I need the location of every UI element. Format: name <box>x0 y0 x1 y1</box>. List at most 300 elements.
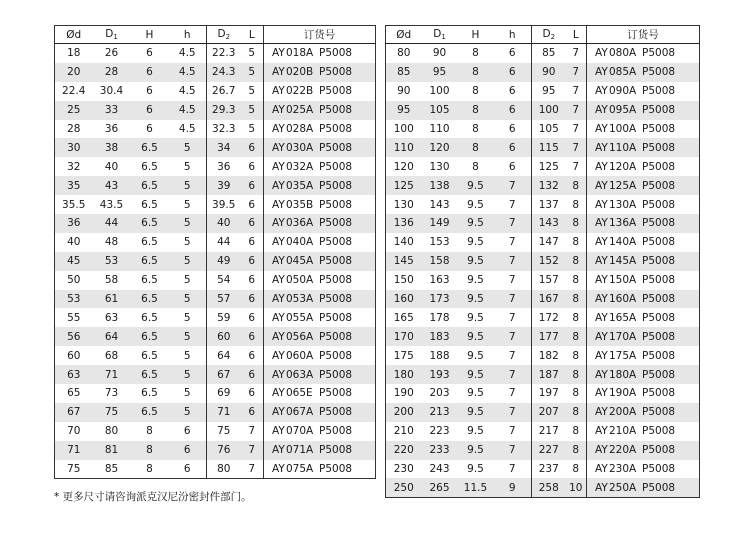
cell-h-upper: 8 <box>131 441 169 460</box>
table-row <box>55 271 376 290</box>
order-number-part: 170A <box>609 330 637 343</box>
cell-d2: 76 <box>207 441 241 460</box>
cell-order-number <box>264 384 376 403</box>
cell-d2: 80 <box>217 463 231 476</box>
cell-od: 120 <box>393 160 414 173</box>
cell-d1: 58 <box>104 274 119 287</box>
order-number-part: 160A <box>609 293 637 306</box>
order-number-part: P5008 <box>642 141 676 154</box>
cell-order-number <box>264 138 376 157</box>
cell-d1: 193 <box>422 365 458 384</box>
table-row <box>386 195 700 214</box>
cell-h-lower: 6 <box>169 422 207 441</box>
cell-order-number <box>264 101 376 120</box>
order-number-part: 250A <box>609 481 637 494</box>
order-number-part: 035A <box>286 179 314 192</box>
order-number-part: AY <box>595 47 608 60</box>
cell-h-upper: 11.5 <box>458 478 494 497</box>
cell-h-lower: 5 <box>169 176 207 195</box>
cell-order-number <box>264 233 376 252</box>
cell-h-upper: 9.5 <box>467 387 484 400</box>
cell-h-upper: 6 <box>146 85 153 98</box>
cell-h-lower: 6 <box>494 63 532 82</box>
cell-order-number <box>264 82 376 101</box>
cell-h-upper: 6.5 <box>131 214 169 233</box>
cell-h-lower: 6 <box>169 460 207 479</box>
order-number-part: 035B <box>286 198 314 211</box>
order-number-part: P5008 <box>319 293 353 306</box>
cell-od: 110 <box>386 138 422 157</box>
cell-d2: 36 <box>217 160 231 173</box>
cell-h-lower: 6 <box>494 157 532 176</box>
order-number-part: 067A <box>286 406 314 419</box>
order-number-part: 200A <box>609 406 637 419</box>
cell-h-upper: 6 <box>131 63 169 82</box>
cell-order-number <box>587 44 700 63</box>
order-number-part: P5008 <box>319 217 353 230</box>
cell-od: 165 <box>393 311 414 324</box>
order-number-part: AY <box>595 66 608 79</box>
cell-h-upper: 9.5 <box>458 214 494 233</box>
cell-d1: 90 <box>432 47 447 60</box>
header-od: Ød <box>386 26 422 44</box>
table-header-row <box>55 26 376 44</box>
cell-d2: 237 <box>538 463 559 476</box>
cell-order-number <box>587 176 700 195</box>
cell-order-number <box>587 214 700 233</box>
cell-od: 175 <box>393 349 414 362</box>
order-number-part: 120A <box>609 160 637 173</box>
order-number-part: P5008 <box>319 47 353 60</box>
cell-h-upper: 6.5 <box>141 236 158 249</box>
cell-l: 6 <box>241 308 264 327</box>
header-l: L <box>241 26 264 44</box>
cell-h-lower: 5 <box>169 346 207 365</box>
order-number-part: P5008 <box>319 349 353 362</box>
cell-l: 6 <box>241 271 264 290</box>
order-number-part: P5008 <box>319 463 353 476</box>
order-number-part: AY <box>595 425 608 438</box>
cell-l: 8 <box>566 290 587 309</box>
cell-d2: 32.3 <box>212 123 236 135</box>
cell-l: 7 <box>241 460 264 479</box>
order-number-part: AY <box>595 311 608 324</box>
cell-d2: 29.3 <box>207 101 241 120</box>
cell-d2: 157 <box>538 274 559 287</box>
cell-d2: 187 <box>532 365 566 384</box>
cell-d1: 64 <box>93 327 131 346</box>
cell-od: 35 <box>55 176 93 195</box>
table-row <box>386 101 700 120</box>
cell-l: 6 <box>241 384 264 403</box>
cell-d1: 30.4 <box>99 85 124 98</box>
cell-order-number <box>264 308 376 327</box>
table-row <box>55 82 376 101</box>
cell-d1: 80 <box>104 425 119 438</box>
cell-od: 45 <box>55 252 93 271</box>
cell-order-number <box>587 138 700 157</box>
cell-d1: 75 <box>93 403 131 422</box>
cell-l: 8 <box>566 384 587 403</box>
cell-h-upper: 6.5 <box>131 327 169 346</box>
cell-h-upper: 6.5 <box>141 311 158 324</box>
cell-d1: 130 <box>429 160 450 173</box>
cell-l: 8 <box>566 422 587 441</box>
cell-order-number <box>264 157 376 176</box>
cell-h-lower: 5 <box>169 252 207 271</box>
cell-d2: 67 <box>207 365 241 384</box>
order-number-part: P5008 <box>319 444 353 457</box>
cell-d1: 178 <box>429 311 450 324</box>
cell-h-upper: 9.5 <box>467 463 484 476</box>
table-row <box>55 157 376 176</box>
cell-h-lower: 7 <box>494 460 532 479</box>
cell-l: 5 <box>241 101 264 120</box>
table-row <box>55 63 376 82</box>
table-header-row <box>386 26 700 44</box>
order-number-part: AY <box>595 236 608 249</box>
cell-od: 56 <box>55 327 93 346</box>
cell-d2: 182 <box>538 349 559 362</box>
order-number-part: AY <box>595 274 608 287</box>
order-number-part: 110A <box>609 141 637 154</box>
header-h-upper: H <box>131 26 169 44</box>
cell-d2: 172 <box>538 311 559 324</box>
cell-l: 8 <box>566 195 587 214</box>
cell-order-number <box>587 422 700 441</box>
header-d2: $D_2$ <box>532 26 566 44</box>
header-order-number: 订货号 <box>264 26 376 44</box>
cell-order-number <box>587 63 700 82</box>
cell-order-number <box>587 157 700 176</box>
cell-order-number <box>587 271 700 290</box>
cell-order-number <box>264 252 376 271</box>
order-number-part: AY <box>272 236 285 249</box>
cell-order-number <box>264 460 376 479</box>
order-number-part: AY <box>272 47 285 60</box>
cell-h-upper: 6.5 <box>141 349 158 362</box>
order-number-part: AY <box>272 406 285 419</box>
cell-l: 8 <box>566 214 587 233</box>
cell-order-number <box>264 441 376 460</box>
order-number-part: P5008 <box>642 406 676 419</box>
table-row <box>55 403 376 422</box>
cell-d1: 68 <box>104 349 119 362</box>
order-number-part: 060A <box>286 349 314 362</box>
cell-l: 6 <box>241 214 264 233</box>
cell-h-lower: 6 <box>494 138 532 157</box>
cell-l: 6 <box>241 403 264 422</box>
order-number-part: P5008 <box>319 387 353 400</box>
cell-l: 8 <box>566 327 587 346</box>
cell-od: 130 <box>393 198 414 211</box>
table-row <box>386 138 700 157</box>
cell-h-lower: 7 <box>494 176 532 195</box>
order-number-part: P5008 <box>319 179 353 192</box>
cell-od: 180 <box>386 365 422 384</box>
cell-h-upper: 6.5 <box>131 290 169 309</box>
table-row <box>386 403 700 422</box>
cell-h-lower: 7 <box>494 252 532 271</box>
order-number-part: AY <box>272 349 285 362</box>
order-number-part: 140A <box>609 236 637 249</box>
cell-l: 7 <box>241 422 264 441</box>
cell-d2: 49 <box>207 252 241 271</box>
order-number-part: 220A <box>609 444 637 457</box>
order-number-part: AY <box>272 104 285 117</box>
table-row <box>386 460 700 479</box>
table-row <box>55 327 376 346</box>
cell-h-upper: 6.5 <box>141 274 158 287</box>
order-number-part: AY <box>595 123 608 135</box>
table-row <box>55 138 376 157</box>
order-number-part: AY <box>272 66 285 79</box>
cell-h-upper: 8 <box>472 160 479 173</box>
cell-l: 5 <box>241 63 264 82</box>
cell-h-upper: 6 <box>131 101 169 120</box>
cell-l: 7 <box>566 44 587 63</box>
cell-od: 18 <box>67 47 81 60</box>
cell-od: 140 <box>393 236 414 249</box>
cell-order-number <box>587 82 700 101</box>
cell-d1: 44 <box>93 214 131 233</box>
cell-l: 6 <box>241 365 264 384</box>
cell-h-upper: 9.5 <box>467 198 484 211</box>
cell-d2: 59 <box>217 311 231 324</box>
table-row <box>386 365 700 384</box>
cell-d2: 39.5 <box>212 198 236 211</box>
order-number-part: AY <box>595 330 608 343</box>
cell-od: 95 <box>386 101 422 120</box>
table-body-left <box>55 44 376 479</box>
cell-h-lower: 7 <box>494 441 532 460</box>
cell-od: 80 <box>397 47 411 60</box>
order-number-part: 230A <box>609 463 637 476</box>
cell-l: 6 <box>241 346 264 365</box>
cell-od: 100 <box>393 123 414 135</box>
cell-order-number <box>264 120 376 139</box>
order-number-part: AY <box>595 160 608 173</box>
table-row <box>386 157 700 176</box>
cell-d1: 73 <box>104 387 119 400</box>
cell-l: 5 <box>241 82 264 101</box>
table-row <box>55 120 376 139</box>
cell-od: 210 <box>393 425 414 438</box>
cell-d2: 57 <box>207 290 241 309</box>
cell-h-lower: 6 <box>494 44 532 63</box>
order-number-part: 018A <box>286 47 314 60</box>
order-number-part: AY <box>272 463 285 476</box>
cell-d1: 81 <box>93 441 131 460</box>
cell-order-number <box>264 214 376 233</box>
order-number-part: P5008 <box>642 330 676 343</box>
cell-d1: 110 <box>429 123 450 135</box>
cell-d2: 75 <box>217 425 231 438</box>
table-row <box>55 346 376 365</box>
table-row <box>386 327 700 346</box>
order-number-part: AY <box>272 179 285 192</box>
order-number-part: 080A <box>609 47 637 60</box>
cell-h-lower: 5 <box>169 157 207 176</box>
order-number-part: 045A <box>286 255 314 268</box>
order-number-part: P5008 <box>642 387 676 400</box>
order-number-part: P5008 <box>642 160 676 173</box>
cell-d1: 36 <box>104 123 119 135</box>
cell-d2: 69 <box>217 387 231 400</box>
cell-od: 65 <box>67 387 81 400</box>
cell-l: 8 <box>566 271 587 290</box>
order-number-part: P5008 <box>642 444 676 457</box>
order-number-part: 030A <box>286 141 314 154</box>
cell-h-upper: 6 <box>146 47 153 60</box>
order-number-part: P5008 <box>319 104 353 117</box>
cell-d1: 40 <box>104 160 119 173</box>
header-l: L <box>566 26 587 44</box>
size-table-left <box>54 25 376 479</box>
order-number-part: 028A <box>286 123 314 135</box>
cell-order-number <box>587 327 700 346</box>
order-number-part: AY <box>595 255 608 268</box>
cell-h-upper: 6.5 <box>131 176 169 195</box>
cell-h-lower: 7 <box>494 403 532 422</box>
cell-d1: 158 <box>422 252 458 271</box>
order-number-part: P5008 <box>642 463 676 476</box>
cell-order-number <box>264 195 376 214</box>
table-row <box>386 384 700 403</box>
cell-l: 7 <box>566 138 587 157</box>
cell-h-upper: 9.5 <box>458 176 494 195</box>
cell-l: 8 <box>566 441 587 460</box>
cell-h-upper: 6.5 <box>131 252 169 271</box>
table-row <box>55 460 376 479</box>
table-row <box>386 214 700 233</box>
table-row <box>55 214 376 233</box>
order-number-part: 032A <box>286 160 314 173</box>
order-number-part: AY <box>595 141 608 154</box>
cell-h-upper: 9.5 <box>467 349 484 362</box>
order-number-part: AY <box>272 368 285 381</box>
cell-h-lower: 5 <box>169 233 207 252</box>
cell-d1: 33 <box>93 101 131 120</box>
cell-d2: 207 <box>532 403 566 422</box>
order-number-part: 136A <box>609 217 637 230</box>
cell-h-lower: 5 <box>169 138 207 157</box>
order-number-part: 085A <box>609 66 637 79</box>
order-number-part: 125A <box>609 179 637 192</box>
cell-od: 220 <box>386 441 422 460</box>
cell-d1: 61 <box>93 290 131 309</box>
order-number-part: AY <box>595 387 608 400</box>
cell-h-lower: 4.5 <box>169 120 207 139</box>
cell-od: 250 <box>386 478 422 497</box>
order-number-part: P5008 <box>642 368 676 381</box>
cell-d2: 95 <box>542 85 556 98</box>
order-number-part: AY <box>595 293 608 306</box>
cell-l: 8 <box>566 233 587 252</box>
cell-d2: 152 <box>532 252 566 271</box>
order-number-part: 070A <box>286 425 314 438</box>
cell-l: 6 <box>241 290 264 309</box>
order-number-part: P5008 <box>642 66 676 79</box>
cell-h-lower: 9 <box>494 478 532 497</box>
order-number-part: P5008 <box>642 47 676 60</box>
cell-order-number <box>264 346 376 365</box>
cell-h-lower: 4.5 <box>169 44 207 63</box>
order-number-part: AY <box>272 293 285 306</box>
cell-d2: 115 <box>532 138 566 157</box>
cell-order-number <box>264 176 376 195</box>
order-number-part: 175A <box>609 349 637 362</box>
order-number-part: 095A <box>609 104 637 117</box>
cell-h-upper: 8 <box>472 123 479 135</box>
cell-l: 8 <box>566 308 587 327</box>
cell-h-upper: 6 <box>146 123 153 135</box>
order-number-part: AY <box>272 85 285 98</box>
cell-h-upper: 8 <box>458 138 494 157</box>
cell-h-lower: 7 <box>494 214 532 233</box>
order-number-part: AY <box>595 349 608 362</box>
cell-d2: 85 <box>542 47 556 60</box>
order-number-part: 090A <box>609 85 637 98</box>
cell-l: 6 <box>241 195 264 214</box>
cell-l: 7 <box>566 63 587 82</box>
table-row <box>386 82 700 101</box>
cell-l: 8 <box>566 365 587 384</box>
order-number-part: 053A <box>286 293 314 306</box>
cell-d1: 48 <box>104 236 119 249</box>
cell-order-number <box>264 290 376 309</box>
cell-d2: 100 <box>532 101 566 120</box>
cell-d1: 105 <box>422 101 458 120</box>
header-h-upper: H <box>458 26 494 44</box>
order-number-part: AY <box>595 368 608 381</box>
header-d1: $D_1$ <box>93 26 131 44</box>
table-row <box>386 120 700 139</box>
order-number-part: P5008 <box>642 425 676 438</box>
cell-order-number <box>587 346 700 365</box>
table-row <box>386 233 700 252</box>
cell-l: 7 <box>566 101 587 120</box>
cell-h-lower: 5 <box>169 308 207 327</box>
cell-h-lower: 5 <box>169 365 207 384</box>
order-number-part: P5008 <box>642 349 676 362</box>
cell-order-number <box>587 365 700 384</box>
cell-d1: 120 <box>422 138 458 157</box>
cell-l: 6 <box>241 233 264 252</box>
cell-d1: 38 <box>93 138 131 157</box>
order-number-part: 210A <box>609 425 637 438</box>
cell-d2: 22.3 <box>212 47 236 60</box>
cell-h-lower: 6 <box>169 441 207 460</box>
cell-d1: 28 <box>93 63 131 82</box>
cell-h-upper: 9.5 <box>467 311 484 324</box>
cell-d2: 40 <box>207 214 241 233</box>
table-row <box>55 384 376 403</box>
cell-d1: 43.5 <box>99 198 124 211</box>
cell-h-lower: 7 <box>494 365 532 384</box>
cell-d1: 143 <box>429 198 450 211</box>
order-number-part: AY <box>272 274 285 287</box>
cell-d1: 149 <box>422 214 458 233</box>
cell-od: 55 <box>67 311 81 324</box>
cell-h-lower: 7 <box>494 384 532 403</box>
cell-od: 145 <box>386 252 422 271</box>
cell-l: 8 <box>566 346 587 365</box>
cell-od: 230 <box>393 463 414 476</box>
cell-d1: 265 <box>422 478 458 497</box>
order-number-part: P5008 <box>319 236 353 249</box>
cell-od: 32 <box>67 160 81 173</box>
